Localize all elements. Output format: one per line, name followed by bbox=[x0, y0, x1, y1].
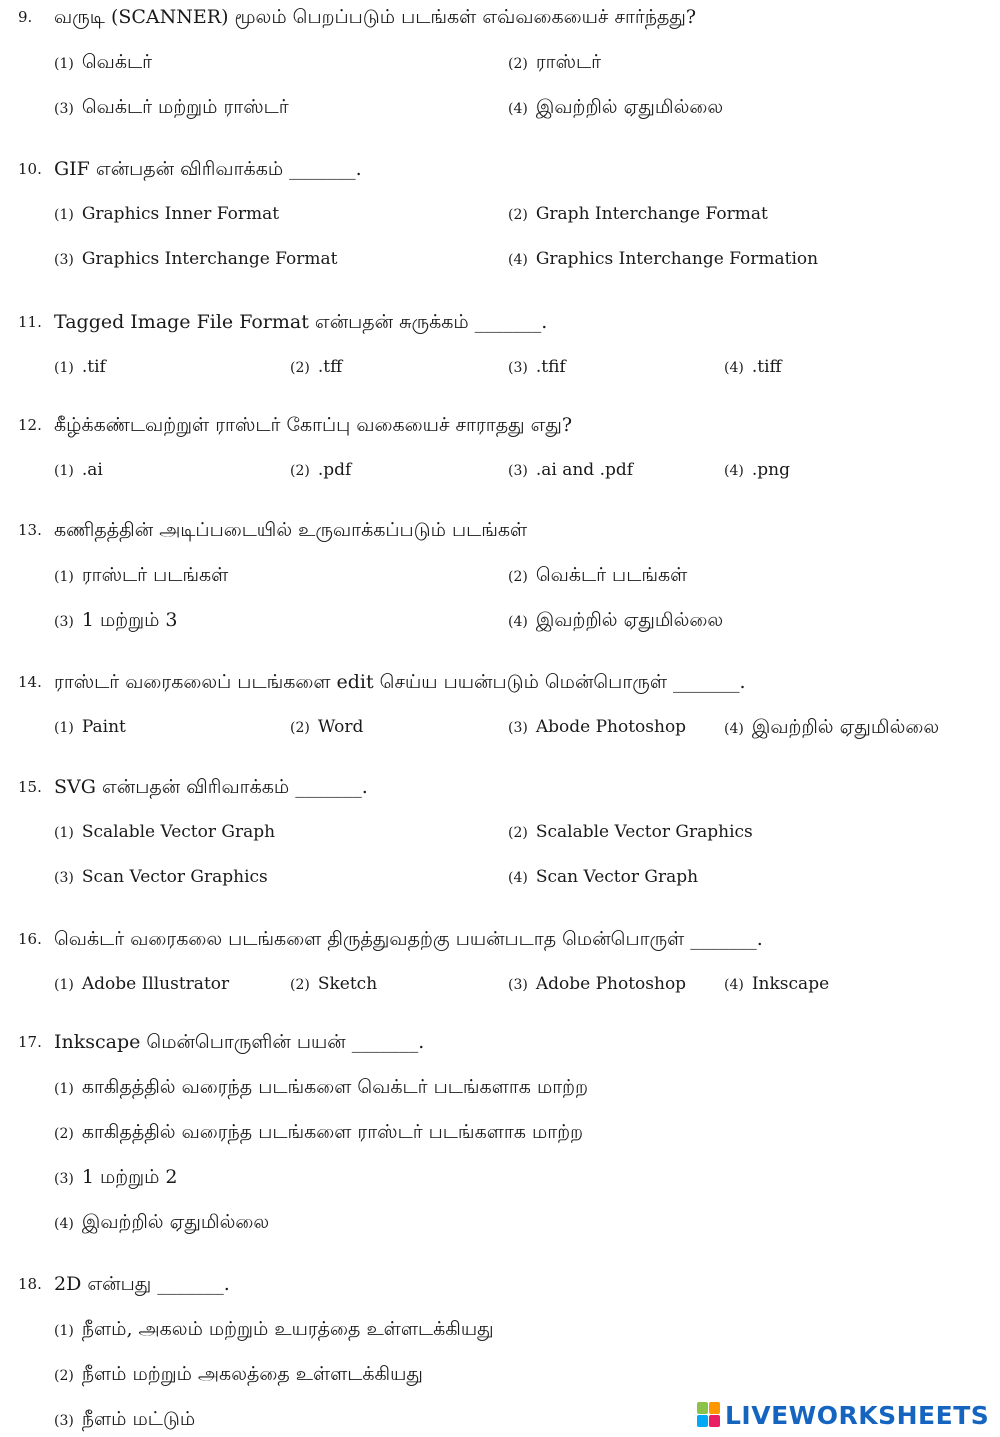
answer-option[interactable] bbox=[508, 861, 698, 893]
option-text: .tff bbox=[317, 357, 343, 377]
option-number: (2) bbox=[290, 463, 310, 479]
option-text: காகிதத்தில் வரைந்த படங்களை ராஸ்டர் படங்களாக மாற்ற bbox=[81, 1121, 584, 1143]
option-text: Adobe Illustrator bbox=[81, 974, 230, 994]
question-text: கணிதத்தின் அடிப்படையில் உருவாக்கப்படும் படங்கள் bbox=[54, 519, 528, 541]
answer-option[interactable] bbox=[54, 816, 275, 848]
answer-option[interactable] bbox=[54, 1206, 269, 1238]
answer-option[interactable] bbox=[54, 559, 228, 591]
question-text: வருடி (SCANNER) மூலம் பெறப்படும் படங்கள் எவ்வகையைச் சார்ந்தது? bbox=[54, 6, 697, 28]
option-text: நீளம், அகலம் மற்றும் உயரத்தை உள்ளடக்கியது bbox=[81, 1318, 494, 1340]
option-number: (4) bbox=[508, 870, 528, 886]
option-number: (1) bbox=[54, 825, 74, 841]
option-number: (3) bbox=[508, 463, 528, 479]
option-text: Sketch bbox=[317, 974, 378, 994]
answer-option[interactable] bbox=[54, 454, 103, 486]
question-13 bbox=[0, 513, 1000, 547]
answer-option[interactable] bbox=[508, 243, 818, 275]
answer-option[interactable] bbox=[724, 351, 782, 383]
answer-option[interactable] bbox=[508, 46, 601, 78]
option-text: 1 மற்றும் 3 bbox=[81, 609, 178, 631]
option-text: ராஸ்டர் படங்கள் bbox=[81, 564, 229, 586]
answer-option[interactable] bbox=[54, 243, 338, 275]
question-17 bbox=[0, 1025, 1000, 1059]
answer-option[interactable] bbox=[290, 711, 363, 743]
option-text: வெக்டர் மற்றும் ராஸ்டர் bbox=[81, 96, 289, 118]
option-text: Graph Interchange Format bbox=[535, 204, 768, 224]
option-number: (3) bbox=[54, 252, 74, 268]
option-number: (2) bbox=[290, 977, 310, 993]
option-number: (2) bbox=[508, 207, 528, 223]
option-text: இவற்றில் ஏதுமில்லை bbox=[535, 96, 724, 118]
answer-option[interactable] bbox=[54, 861, 268, 893]
question-18 bbox=[0, 1267, 1000, 1301]
answer-option[interactable] bbox=[508, 351, 566, 383]
question-10 bbox=[0, 152, 1000, 186]
option-text: Graphics Inner Format bbox=[81, 204, 280, 224]
question-text: ராஸ்டர் வரைகலைப் படங்களை edit செய்ய பயன்படும் மென்பொருள் _______. bbox=[54, 671, 746, 693]
option-text: நீளம் மட்டும் bbox=[81, 1408, 196, 1430]
option-text: காகிதத்தில் வரைந்த படங்களை வெக்டர் படங்களாக மாற்ற bbox=[81, 1076, 589, 1098]
option-text: வெக்டர் bbox=[81, 51, 153, 73]
option-number: (4) bbox=[724, 463, 744, 479]
answer-option[interactable] bbox=[54, 1116, 583, 1148]
option-text: Word bbox=[317, 717, 364, 737]
option-number: (2) bbox=[508, 56, 528, 72]
answer-option[interactable] bbox=[508, 559, 687, 591]
question-text: Inkscape மென்பொருளின் பயன் _______. bbox=[54, 1031, 425, 1053]
option-number: (1) bbox=[54, 463, 74, 479]
question-text: 2D என்பது _______. bbox=[54, 1273, 230, 1295]
option-number: (3) bbox=[54, 1171, 74, 1187]
answer-option[interactable] bbox=[508, 198, 768, 230]
option-text: Graphics Interchange Format bbox=[81, 249, 338, 269]
question-text: வெக்டர் வரைகலை படங்களை திருத்துவதற்கு பயன்படாத மென்பொருள் _______. bbox=[54, 928, 763, 950]
answer-option[interactable] bbox=[508, 968, 686, 1000]
option-text: .tfif bbox=[535, 357, 566, 377]
option-number: (3) bbox=[54, 101, 74, 117]
option-text: .png bbox=[751, 460, 790, 480]
answer-option[interactable] bbox=[508, 454, 633, 486]
answer-option[interactable] bbox=[54, 351, 106, 383]
option-number: (3) bbox=[54, 614, 74, 630]
liveworksheets-logo-text: LIVEWORKSHEETS bbox=[725, 1400, 990, 1430]
question-text: GIF என்பதன் விரிவாக்கம் _______. bbox=[54, 158, 362, 180]
option-text: .tiff bbox=[751, 357, 782, 377]
answer-option[interactable] bbox=[54, 1161, 178, 1193]
question-number: 16. bbox=[18, 930, 42, 948]
option-number: (2) bbox=[54, 1126, 74, 1142]
option-number: (1) bbox=[54, 1081, 74, 1097]
option-text: இவற்றில் ஏதுமில்லை bbox=[535, 609, 724, 631]
question-number: 15. bbox=[18, 778, 42, 796]
option-number: (1) bbox=[54, 56, 74, 72]
liveworksheets-logo[interactable] bbox=[697, 1398, 989, 1432]
option-number: (3) bbox=[508, 360, 528, 376]
option-number: (4) bbox=[54, 1216, 74, 1232]
option-number: (4) bbox=[724, 360, 744, 376]
question-number: 17. bbox=[18, 1033, 42, 1051]
option-text: Scalable Vector Graphics bbox=[535, 822, 753, 842]
option-number: (4) bbox=[508, 101, 528, 117]
option-number: (1) bbox=[54, 360, 74, 376]
option-number: (3) bbox=[508, 720, 528, 736]
question-12 bbox=[0, 408, 1000, 442]
option-number: (2) bbox=[54, 1368, 74, 1384]
answer-option[interactable] bbox=[54, 1403, 195, 1435]
option-text: இவற்றில் ஏதுமில்லை bbox=[81, 1211, 270, 1233]
option-text: ராஸ்டர் bbox=[535, 51, 602, 73]
question-number: 9. bbox=[18, 8, 33, 26]
option-number: (1) bbox=[54, 207, 74, 223]
question-14 bbox=[0, 665, 1000, 699]
option-number: (2) bbox=[508, 569, 528, 585]
option-number: (3) bbox=[54, 870, 74, 886]
answer-option[interactable] bbox=[54, 968, 229, 1000]
question-number: 14. bbox=[18, 673, 42, 691]
answer-option[interactable] bbox=[508, 91, 723, 123]
answer-option[interactable] bbox=[54, 46, 152, 78]
question-11 bbox=[0, 305, 1000, 339]
option-text: Adobe Photoshop bbox=[535, 974, 687, 994]
answer-option[interactable] bbox=[724, 454, 790, 486]
option-text: Graphics Interchange Formation bbox=[535, 249, 819, 269]
option-text: 1 மற்றும் 2 bbox=[81, 1166, 178, 1188]
question-number: 12. bbox=[18, 416, 42, 434]
answer-option[interactable] bbox=[724, 968, 829, 1000]
option-text: Inkscape bbox=[751, 974, 830, 994]
option-number: (4) bbox=[724, 721, 744, 737]
answer-option[interactable] bbox=[508, 816, 753, 848]
option-text: Abode Photoshop bbox=[535, 717, 687, 737]
answer-option[interactable] bbox=[290, 968, 377, 1000]
answer-option[interactable] bbox=[54, 198, 279, 230]
answer-option[interactable] bbox=[508, 711, 686, 743]
answer-option[interactable] bbox=[54, 604, 178, 636]
option-number: (4) bbox=[508, 252, 528, 268]
answer-option[interactable] bbox=[290, 454, 351, 486]
answer-option[interactable] bbox=[54, 1071, 588, 1103]
option-number: (1) bbox=[54, 977, 74, 993]
answer-option[interactable] bbox=[508, 604, 723, 636]
question-number: 18. bbox=[18, 1275, 42, 1293]
question-number: 13. bbox=[18, 521, 42, 539]
option-text: நீளம் மற்றும் அகலத்தை உள்ளடக்கியது bbox=[81, 1363, 423, 1385]
question-15 bbox=[0, 770, 1000, 804]
option-text: வெக்டர் படங்கள் bbox=[535, 564, 688, 586]
option-number: (1) bbox=[54, 569, 74, 585]
question-number: 11. bbox=[18, 313, 42, 331]
option-number: (4) bbox=[724, 977, 744, 993]
option-text: .ai bbox=[81, 460, 103, 480]
option-text: .pdf bbox=[317, 460, 352, 480]
question-number: 10. bbox=[18, 160, 42, 178]
answer-option[interactable] bbox=[54, 1358, 423, 1390]
option-number: (3) bbox=[54, 1413, 74, 1429]
answer-option[interactable] bbox=[54, 91, 289, 123]
option-number: (2) bbox=[290, 720, 310, 736]
liveworksheets-logo-icon bbox=[697, 1402, 721, 1428]
question-text: கீழ்க்கண்டவற்றுள் ராஸ்டர் கோப்பு வகையைச் சாராதது எது? bbox=[54, 414, 573, 436]
question-text: Tagged Image File Format என்பதன் சுருக்கம் _______. bbox=[54, 311, 548, 333]
option-number: (1) bbox=[54, 720, 74, 736]
option-number: (1) bbox=[54, 1323, 74, 1339]
option-text: Scan Vector Graph bbox=[535, 867, 699, 887]
option-number: (2) bbox=[508, 825, 528, 841]
question-text: SVG என்பதன் விரிவாக்கம் _______. bbox=[54, 776, 368, 798]
option-number: (2) bbox=[290, 360, 310, 376]
option-text: Scalable Vector Graph bbox=[81, 822, 276, 842]
option-number: (4) bbox=[508, 614, 528, 630]
option-text: Paint bbox=[81, 717, 126, 737]
option-text: .tif bbox=[81, 357, 106, 377]
answer-option[interactable] bbox=[54, 1313, 494, 1345]
option-number: (3) bbox=[508, 977, 528, 993]
option-text: இவற்றில் ஏதுமில்லை bbox=[751, 716, 940, 738]
option-text: Scan Vector Graphics bbox=[81, 867, 268, 887]
question-9 bbox=[0, 0, 1000, 34]
answer-option[interactable] bbox=[724, 711, 939, 743]
answer-option[interactable] bbox=[54, 711, 126, 743]
question-16 bbox=[0, 922, 1000, 956]
option-text: .ai and .pdf bbox=[535, 460, 634, 480]
answer-option[interactable] bbox=[290, 351, 342, 383]
